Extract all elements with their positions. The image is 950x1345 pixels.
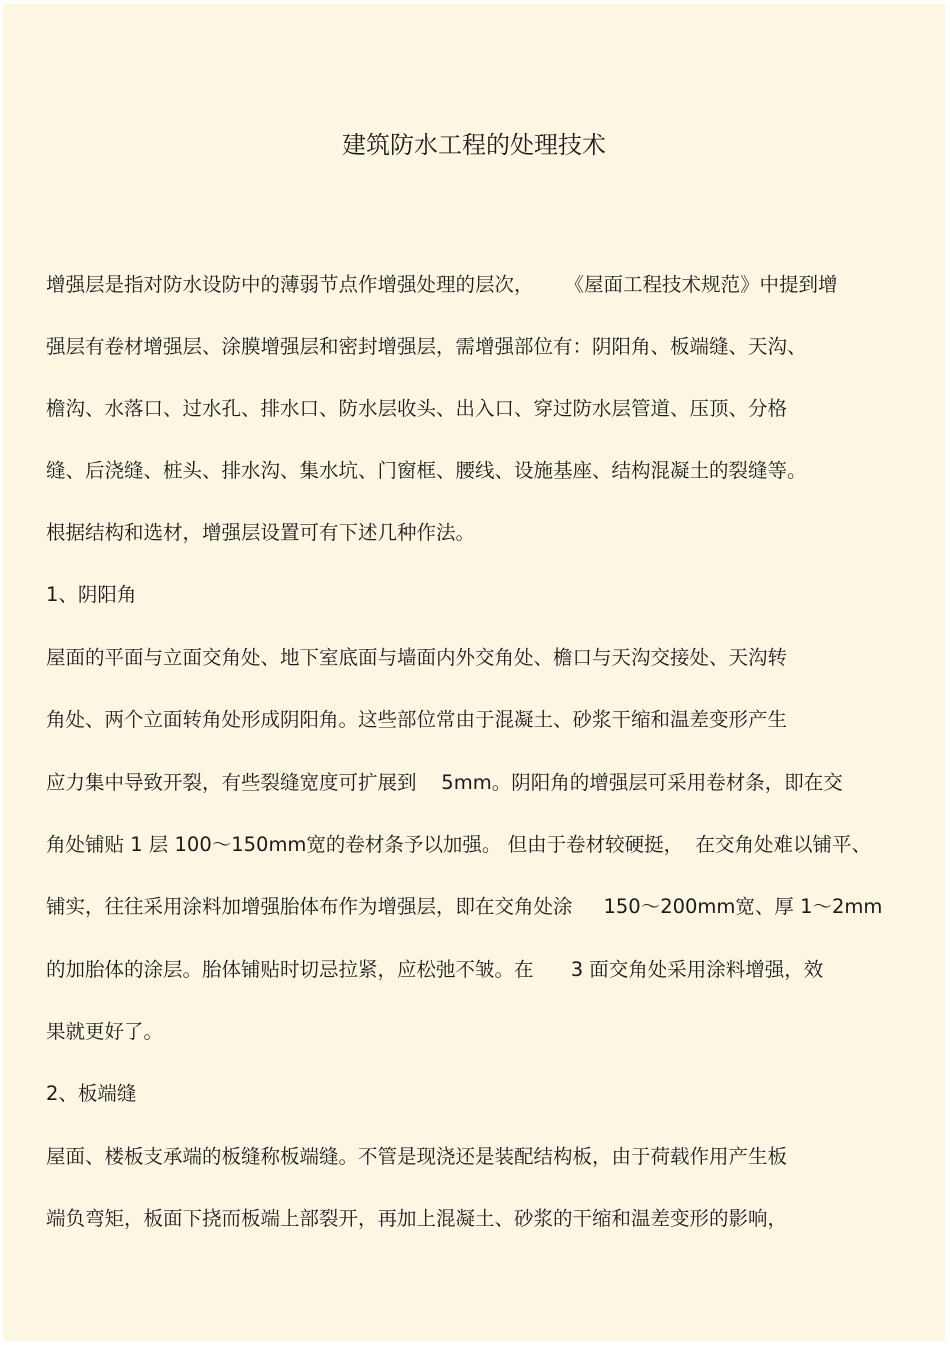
body-line: 果就更好了。 (46, 1020, 164, 1043)
body-line: 的加胎体的涂层。胎体铺贴时切忌拉紧，应松弛不皱。在 3 面交角处采用涂料增强，效 (46, 958, 824, 981)
body-line: 屋面的平面与立面交角处、地下室底面与墙面内外交角处、檐口与天沟交接处、天沟转 (46, 646, 788, 669)
body-line: 铺实，往往采用涂料加增强胎体布作为增强层，即在交角处涂 150～200mm宽、厚 1～2mm (46, 895, 883, 918)
body-line: 增强层是指对防水设防中的薄弱节点作增强处理的层次， 《屋面工程技术规范》中提到增 (46, 273, 838, 296)
body-line: 端负弯矩，板面下挠而板端上部裂开，再加上混凝土、砂浆的干缩和温差变形的影响， (46, 1207, 788, 1230)
body-line: 应力集中导致开裂，有些裂缝宽度可扩展到 5mm。阴阳角的增强层可采用卷材条，即在交 (46, 771, 843, 794)
body-line: 根据结构和选材，增强层设置可有下述几种作法。 (46, 521, 476, 544)
body-line: 檐沟、水落口、过水孔、排水口、防水层收头、出入口、穿过防水层管道、压顶、分格 (46, 397, 788, 420)
body-line: 屋面、楼板支承端的板缝称板端缝。不管是现浇还是装配结构板，由于荷载作用产生板 (46, 1145, 788, 1168)
body-line: 缝、后浇缝、桩头、排水沟、集水坑、门窗框、腰线、设施基座、结构混凝土的裂缝等。 (46, 459, 807, 482)
body-line: 强层有卷材增强层、涂膜增强层和密封增强层，需增强部位有：阴阳角、板端缝、天沟、 (46, 335, 807, 358)
document-page (3, 4, 945, 1341)
document-title: 建筑防水工程的处理技术 (342, 131, 606, 159)
body-line: 角处、两个立面转角处形成阴阳角。这些部位常由于混凝土、砂浆干缩和温差变形产生 (46, 708, 788, 731)
section-heading: 2、板端缝 (46, 1082, 137, 1105)
body-line: 角处铺贴 1 层 100～150mm宽的卷材条予以加强。 但由于卷材较硬挺， 在交角处难以铺平、 (46, 833, 872, 856)
section-heading: 1、阴阳角 (46, 583, 137, 606)
